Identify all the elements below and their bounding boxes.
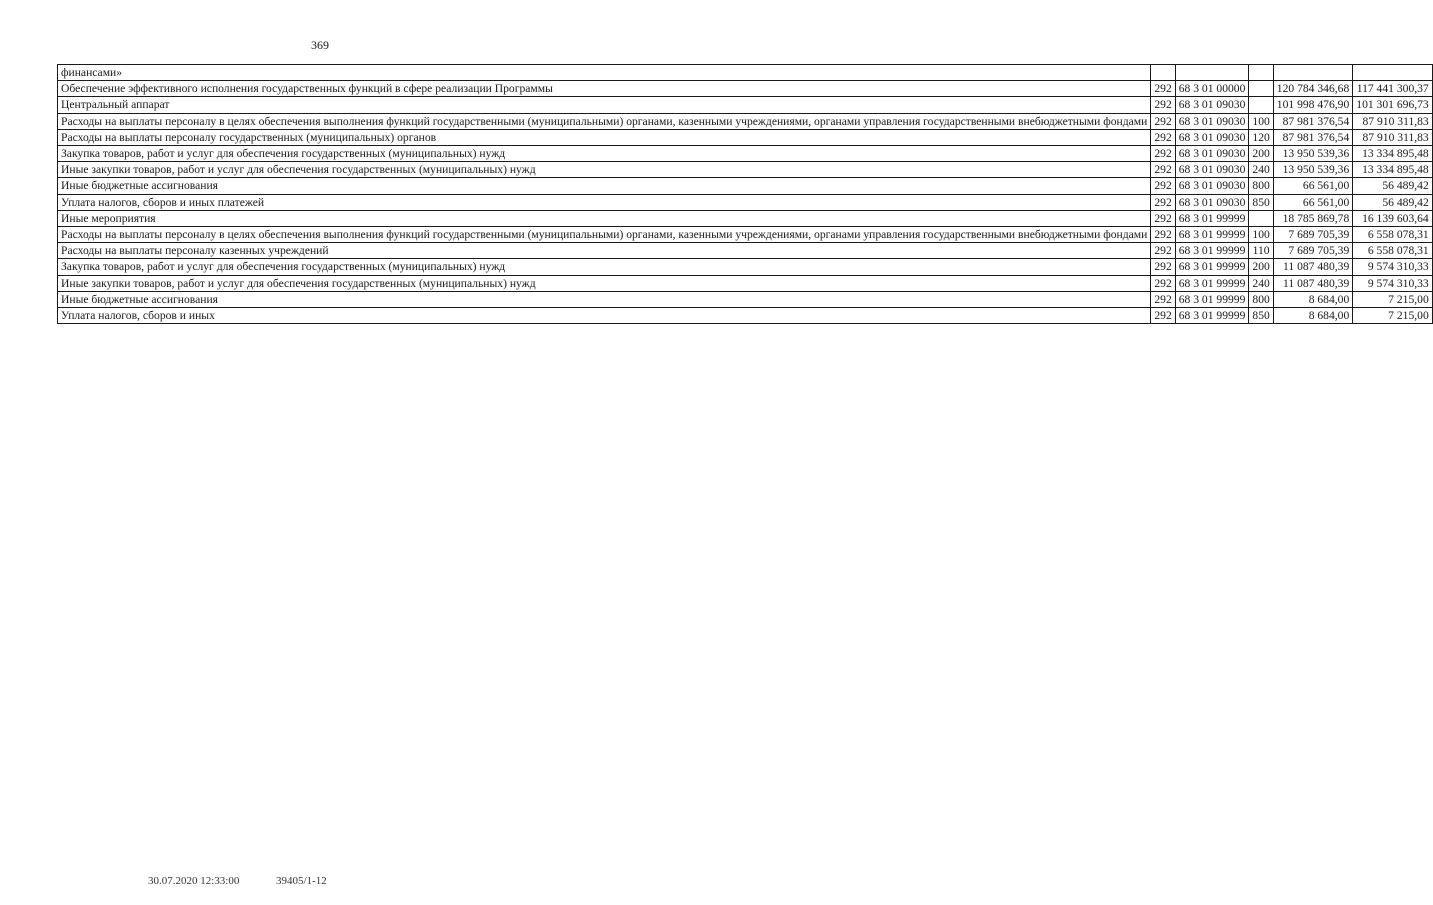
cell-amount-1 (1273, 65, 1352, 81)
cell-amount-1: 66 561,00 (1273, 194, 1352, 210)
cell-amount-2: 13 334 895,48 (1353, 146, 1432, 162)
cell-amount-1: 8 684,00 (1273, 308, 1352, 324)
cell-amount-2: 101 301 696,73 (1353, 97, 1432, 113)
cell-csr: 68 3 01 99999 (1175, 243, 1249, 259)
cell-amount-1: 11 087 480,39 (1273, 275, 1352, 291)
cell-csr: 68 3 01 99999 (1175, 275, 1249, 291)
budget-table (57, 64, 1433, 324)
table-row (58, 210, 1433, 226)
cell-vr: 800 (1249, 291, 1273, 307)
cell-amount-1: 13 950 539,36 (1273, 146, 1352, 162)
cell-amount-2: 87 910 311,83 (1353, 113, 1432, 129)
table-row (58, 178, 1433, 194)
cell-csr: 68 3 01 09030 (1175, 162, 1249, 178)
cell-gr: 292 (1151, 259, 1175, 275)
cell-gr: 292 (1151, 194, 1175, 210)
table-row (58, 194, 1433, 210)
cell-vr: 200 (1249, 259, 1273, 275)
cell-amount-2: 16 139 603,64 (1353, 210, 1432, 226)
cell-amount-1: 18 785 869,78 (1273, 210, 1352, 226)
cell-amount-2: 9 574 310,33 (1353, 259, 1432, 275)
cell-amount-2: 7 215,00 (1353, 291, 1432, 307)
cell-name: Расходы на выплаты персоналу в целях обеспечения выполнения функций государственными (муниципальными) органами, казенными учреждениями, органами управления государственными внебюджетными фондами (58, 227, 1151, 243)
cell-amount-2: 56 489,42 (1353, 178, 1432, 194)
cell-name: Обеспечение эффективного исполнения государственных функций в сфере реализации Программы (58, 81, 1151, 97)
cell-name: Расходы на выплаты персоналу государственных (муниципальных) органов (58, 129, 1151, 145)
cell-name: Иные бюджетные ассигнования (58, 291, 1151, 307)
cell-csr: 68 3 01 09030 (1175, 113, 1249, 129)
cell-name: Уплата налогов, сборов и иных платежей (58, 194, 1151, 210)
cell-amount-1: 66 561,00 (1273, 178, 1352, 194)
cell-amount-1: 87 981 376,54 (1273, 129, 1352, 145)
table-row (58, 291, 1433, 307)
cell-csr: 68 3 01 09030 (1175, 194, 1249, 210)
table-row (58, 146, 1433, 162)
cell-gr: 292 (1151, 113, 1175, 129)
cell-vr: 110 (1249, 243, 1273, 259)
cell-vr (1249, 97, 1273, 113)
cell-gr: 292 (1151, 227, 1175, 243)
table-row (58, 243, 1433, 259)
cell-gr: 292 (1151, 275, 1175, 291)
cell-vr (1249, 81, 1273, 97)
cell-amount-2: 6 558 078,31 (1353, 227, 1432, 243)
cell-gr: 292 (1151, 129, 1175, 145)
cell-name: Расходы на выплаты персоналу в целях обеспечения выполнения функций государственными (муниципальными) органами, казенными учреждениями, органами управления государственными внебюджетными фондами (58, 113, 1151, 129)
cell-gr: 292 (1151, 308, 1175, 324)
cell-amount-2: 87 910 311,83 (1353, 129, 1432, 145)
table-row (58, 275, 1433, 291)
cell-vr: 240 (1249, 162, 1273, 178)
cell-amount-1: 7 689 705,39 (1273, 243, 1352, 259)
cell-amount-1: 7 689 705,39 (1273, 227, 1352, 243)
page-number: 369 (311, 38, 329, 52)
table-row (58, 162, 1433, 178)
cell-amount-2: 6 558 078,31 (1353, 243, 1432, 259)
cell-name: Уплата налогов, сборов и иных (58, 308, 1151, 324)
table-row (58, 227, 1433, 243)
cell-name: Закупка товаров, работ и услуг для обеспечения государственных (муниципальных) нужд (58, 146, 1151, 162)
cell-amount-1: 120 784 346,68 (1273, 81, 1352, 97)
cell-amount-1: 13 950 539,36 (1273, 162, 1352, 178)
cell-csr: 68 3 01 09030 (1175, 97, 1249, 113)
cell-vr (1249, 210, 1273, 226)
cell-vr: 850 (1249, 308, 1273, 324)
table-row (58, 81, 1433, 97)
cell-vr: 120 (1249, 129, 1273, 145)
cell-csr: 68 3 01 00000 (1175, 81, 1249, 97)
cell-amount-2: 13 334 895,48 (1353, 162, 1432, 178)
cell-amount-2: 9 574 310,33 (1353, 275, 1432, 291)
cell-vr (1249, 65, 1273, 81)
cell-name: Иные закупки товаров, работ и услуг для обеспечения государственных (муниципальных) нужд (58, 162, 1151, 178)
table-row (58, 129, 1433, 145)
cell-amount-1: 87 981 376,54 (1273, 113, 1352, 129)
cell-vr: 240 (1249, 275, 1273, 291)
cell-gr: 292 (1151, 97, 1175, 113)
cell-csr: 68 3 01 99999 (1175, 259, 1249, 275)
cell-csr: 68 3 01 09030 (1175, 178, 1249, 194)
cell-gr: 292 (1151, 178, 1175, 194)
cell-name: финансами» (58, 65, 1151, 81)
cell-vr: 200 (1249, 146, 1273, 162)
table-row (58, 97, 1433, 113)
cell-name: Иные мероприятия (58, 210, 1151, 226)
cell-csr: 68 3 01 99999 (1175, 308, 1249, 324)
cell-csr: 68 3 01 09030 (1175, 129, 1249, 145)
cell-gr: 292 (1151, 210, 1175, 226)
cell-name: Иные закупки товаров, работ и услуг для обеспечения государственных (муниципальных) нужд (58, 275, 1151, 291)
cell-vr: 100 (1249, 227, 1273, 243)
footer-document-number: 39405/1-12 (276, 875, 327, 887)
cell-csr: 68 3 01 99999 (1175, 291, 1249, 307)
table-row (58, 113, 1433, 129)
cell-csr: 68 3 01 09030 (1175, 146, 1249, 162)
cell-name: Иные бюджетные ассигнования (58, 178, 1151, 194)
cell-vr: 100 (1249, 113, 1273, 129)
cell-gr (1151, 65, 1175, 81)
cell-gr: 292 (1151, 162, 1175, 178)
cell-amount-2: 117 441 300,37 (1353, 81, 1432, 97)
cell-gr: 292 (1151, 243, 1175, 259)
cell-gr: 292 (1151, 146, 1175, 162)
cell-gr: 292 (1151, 81, 1175, 97)
cell-csr: 68 3 01 99999 (1175, 227, 1249, 243)
cell-name: Центральный аппарат (58, 97, 1151, 113)
cell-vr: 800 (1249, 178, 1273, 194)
footer-timestamp: 30.07.2020 12:33:00 (148, 875, 240, 887)
cell-amount-1: 101 998 476,90 (1273, 97, 1352, 113)
cell-amount-1: 8 684,00 (1273, 291, 1352, 307)
cell-amount-1: 11 087 480,39 (1273, 259, 1352, 275)
cell-amount-2 (1353, 65, 1432, 81)
cell-amount-2: 56 489,42 (1353, 194, 1432, 210)
cell-csr: 68 3 01 99999 (1175, 210, 1249, 226)
cell-name: Расходы на выплаты персоналу казенных учреждений (58, 243, 1151, 259)
table-row (58, 65, 1433, 81)
cell-csr (1175, 65, 1249, 81)
table-row (58, 259, 1433, 275)
cell-amount-2: 7 215,00 (1353, 308, 1432, 324)
cell-vr: 850 (1249, 194, 1273, 210)
table-row (58, 308, 1433, 324)
cell-gr: 292 (1151, 291, 1175, 307)
cell-name: Закупка товаров, работ и услуг для обеспечения государственных (муниципальных) нужд (58, 259, 1151, 275)
